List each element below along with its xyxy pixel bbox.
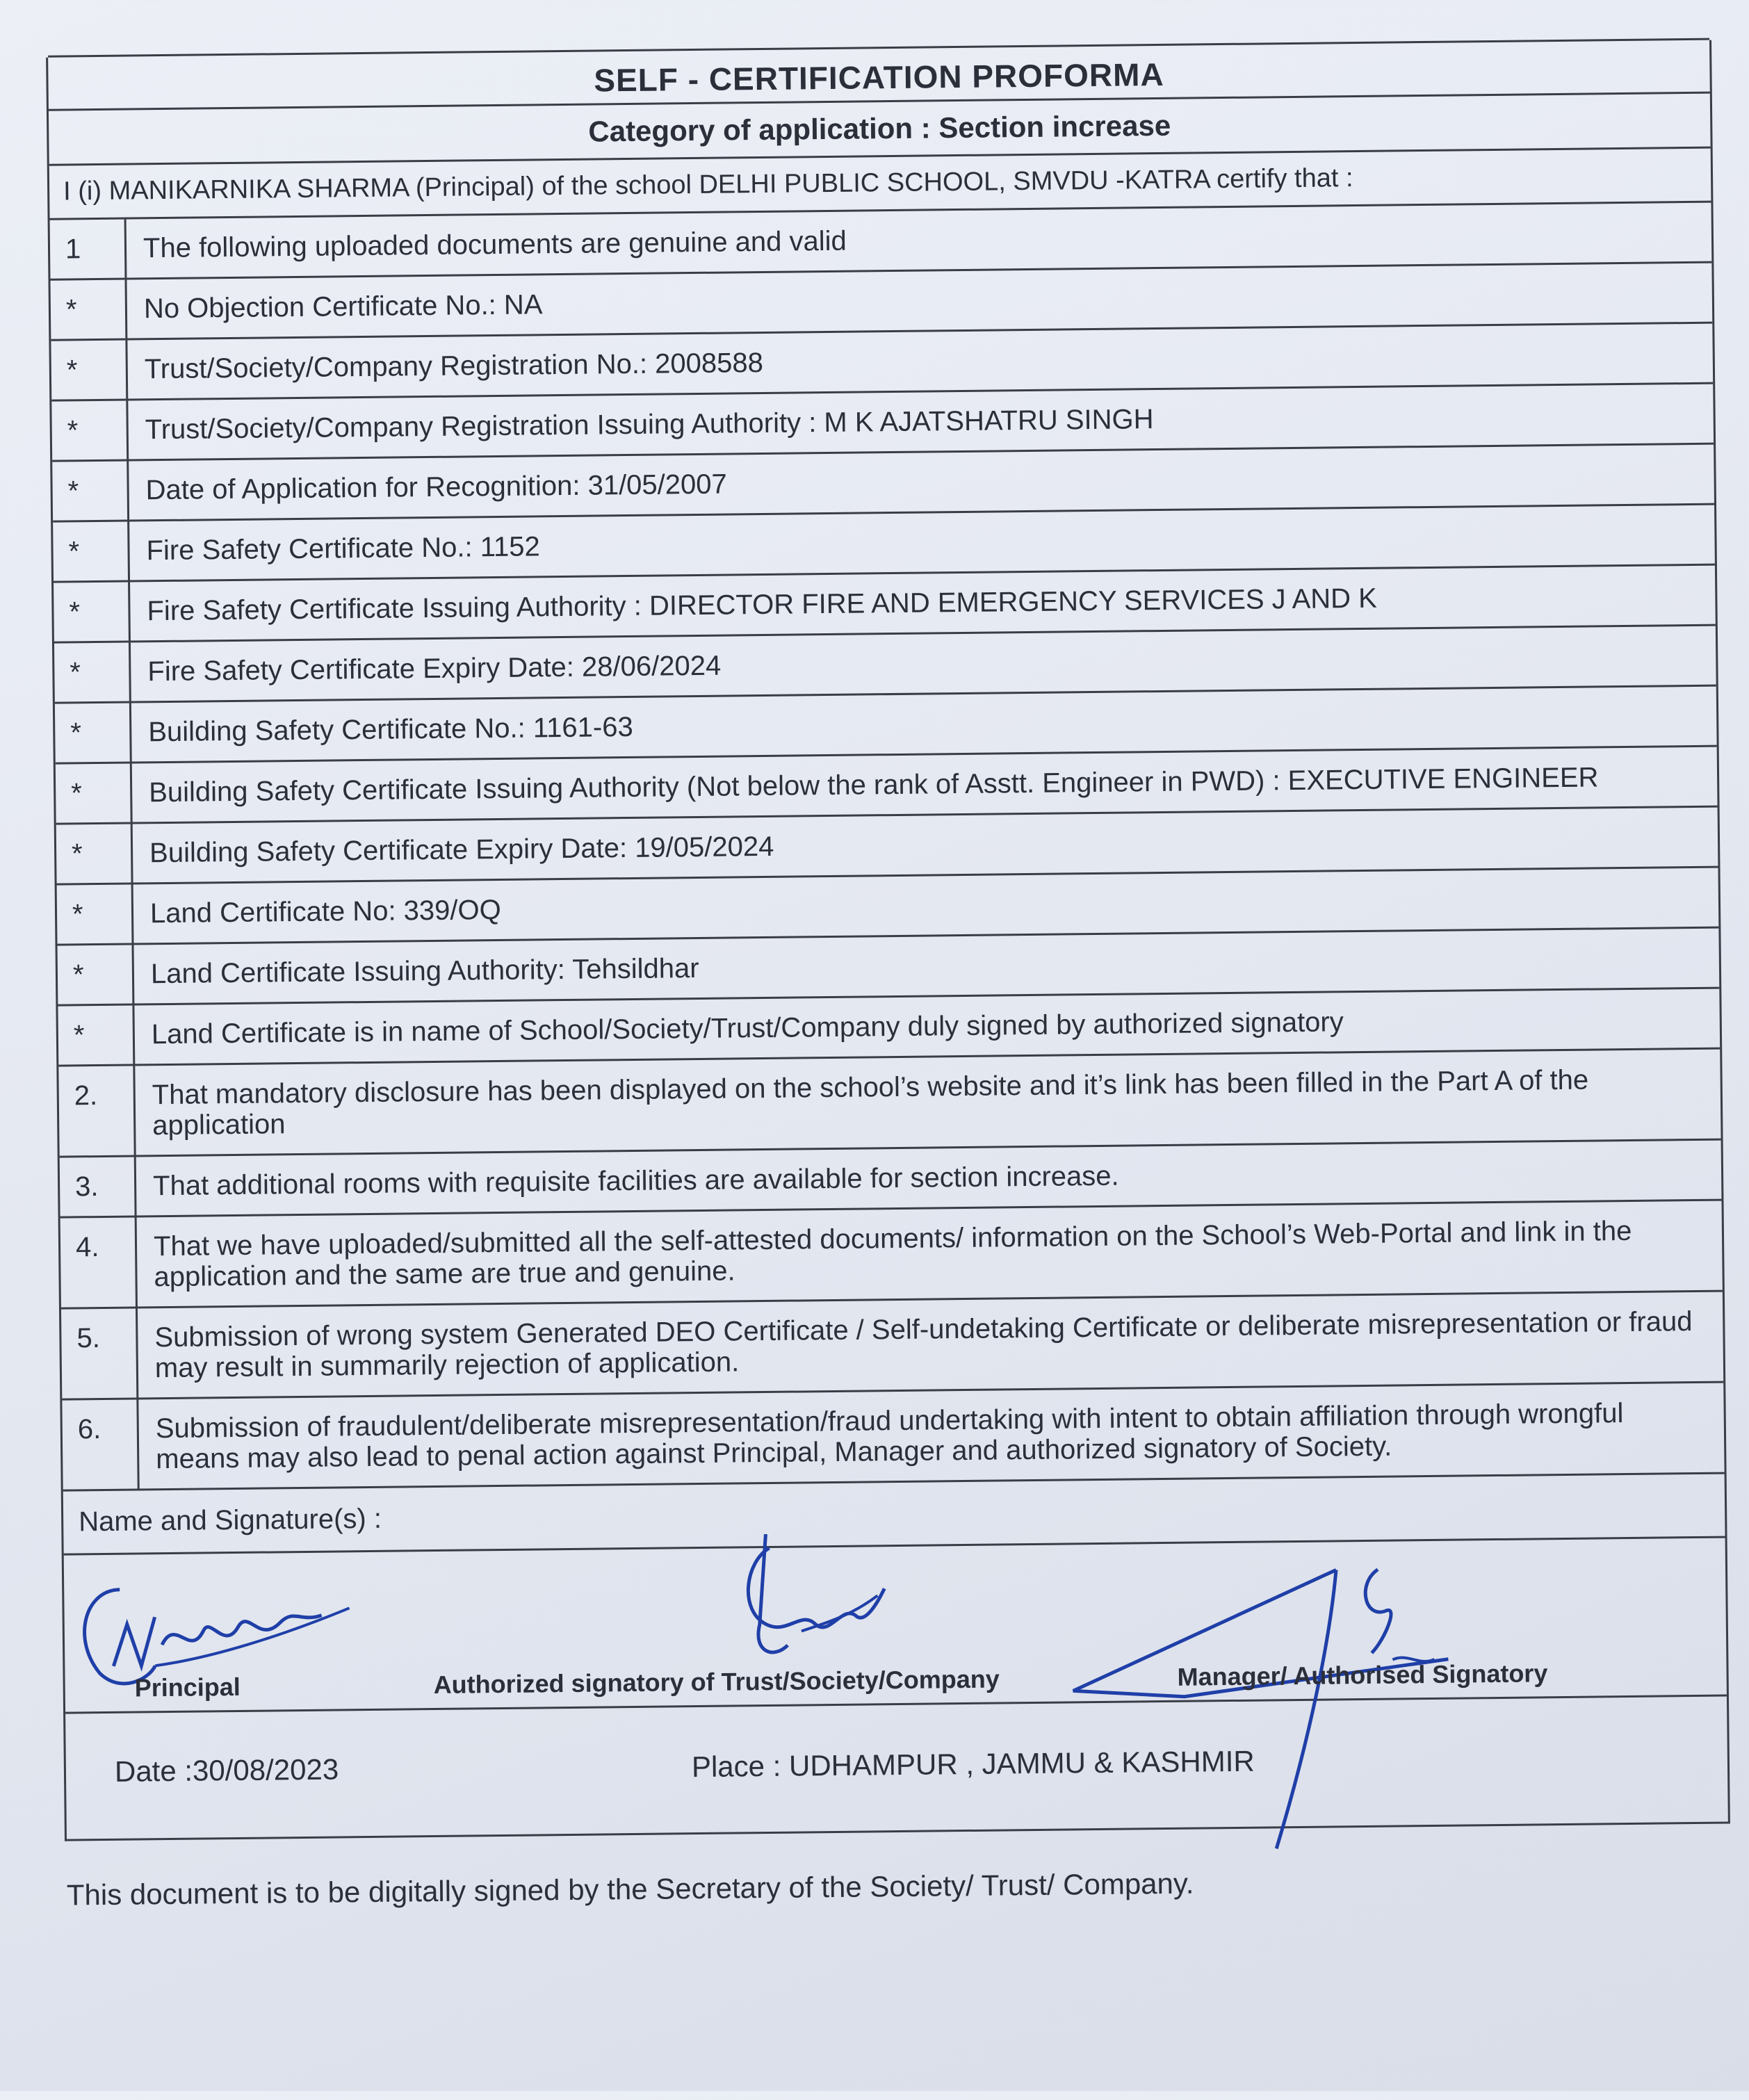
row-text: That mandatory disclosure has been displayed on the school’s website and it’s link has been filled in the Part A of the application xyxy=(152,1064,1589,1141)
category-heading: Category of application : Section increase xyxy=(49,94,1711,166)
row-text: The following uploaded documents are genuine and valid xyxy=(143,225,847,264)
row-text: That additional rooms with requisite facilities are available for section increase. xyxy=(152,1160,1119,1202)
manager-label: Manager/ Authorised Signatory xyxy=(1177,1659,1548,1691)
intro-statement: I (i) MANIKARNIKA SHARMA (Principal) of the school DELHI PUBLIC SCHOOL, SMVDU -KATRA certify that : xyxy=(49,149,1711,220)
row-text: Trust/Society/Company Registration No.: 2008588 xyxy=(144,347,764,385)
row-text: Building Safety Certificate No.: 1161-63 xyxy=(148,711,633,748)
row-number: 2. xyxy=(58,1066,136,1155)
table-row xyxy=(58,1050,1720,1158)
table-row xyxy=(61,1292,1723,1401)
row-number: * xyxy=(58,1005,135,1064)
table-row xyxy=(62,1383,1724,1492)
row-number: 4. xyxy=(60,1217,138,1307)
row-text: Submission of fraudulent/deliberate misrepresentation/fraud undertaking with intent to obtain affiliation through wrongful means may also lead to penal action against Principal, Manager and authorized signatory of Society. xyxy=(155,1398,1624,1475)
row-number: * xyxy=(55,703,132,763)
row-number: * xyxy=(54,643,131,702)
row-text: That we have uploaded/submitted all the self-attested documents/ information on the School’s Web-Portal and link in the application and the same are true and genuine. xyxy=(153,1215,1632,1293)
signature-block xyxy=(64,1538,1727,1714)
row-number: * xyxy=(51,401,129,460)
row-text: Land Certificate is in name of School/Society/Trust/Company duly signed by authorized signatory xyxy=(151,1007,1344,1050)
row-text: Fire Safety Certificate Issuing Authority : DIRECTOR FIRE AND EMERGENCY SERVICES J AND K xyxy=(147,583,1378,627)
row-text: Fire Safety Certificate No.: 1152 xyxy=(146,531,540,567)
document-sheet xyxy=(17,0,1749,2100)
place-value: Place : UDHAMPUR , JAMMU & KASHMIR xyxy=(691,1744,1255,1784)
row-number: * xyxy=(57,884,134,943)
row-text: Fire Safety Certificate Expiry Date: 28/06/2024 xyxy=(147,650,722,687)
row-text: Land Certificate No: 339/OQ xyxy=(149,894,501,929)
row-number: * xyxy=(54,583,131,642)
row-text: Submission of wrong system Generated DEO Certificate / Self-undetaking Certificate or deliberate misrepresentation or fraud may result in summarily rejection of application. xyxy=(154,1306,1693,1384)
row-number: * xyxy=(52,462,129,521)
row-text: No Objection Certificate No.: NA xyxy=(143,289,543,325)
row-text: Land Certificate Issuing Authority: Tehsildhar xyxy=(150,952,699,990)
certification-form xyxy=(46,40,1730,1841)
row-number: * xyxy=(56,764,133,823)
principal-label: Principal xyxy=(134,1672,241,1702)
certification-rows xyxy=(50,203,1725,1492)
row-number: * xyxy=(51,280,128,339)
row-text: Date of Application for Recognition: 31/05/2007 xyxy=(145,469,727,506)
row-text: Building Safety Certificate Expiry Date: 19/05/2024 xyxy=(149,831,774,869)
signatures-label: Name and Signature(s) : xyxy=(63,1474,1725,1556)
row-number: 6. xyxy=(62,1399,139,1489)
row-number: * xyxy=(56,824,133,883)
footer-note: This document is to be digitally signed by the Secretary of the Society/ Trust/ Company. xyxy=(66,1866,1194,1912)
table-row xyxy=(60,1201,1723,1310)
form-title: SELF - CERTIFICATION PROFORMA xyxy=(48,38,1710,111)
authorized-signatory-label: Authorized signatory of Trust/Society/Company xyxy=(433,1664,1000,1700)
row-number: 5. xyxy=(61,1308,138,1398)
row-number: * xyxy=(51,341,128,400)
row-number: 3. xyxy=(60,1157,137,1216)
row-number: * xyxy=(58,945,135,1004)
row-number: 1 xyxy=(50,220,127,279)
row-text: Trust/Society/Company Registration Issuing Authority : M K AJATSHATRU SINGH xyxy=(145,404,1154,446)
row-text: Building Safety Certificate Issuing Authority (Not below the rank of Asstt. Engineer in PWD) : EXECUTIVE ENGINEER xyxy=(148,762,1599,808)
row-number: * xyxy=(53,522,130,581)
date-value: Date :30/08/2023 xyxy=(114,1752,339,1788)
date-place-row xyxy=(65,1697,1728,1839)
